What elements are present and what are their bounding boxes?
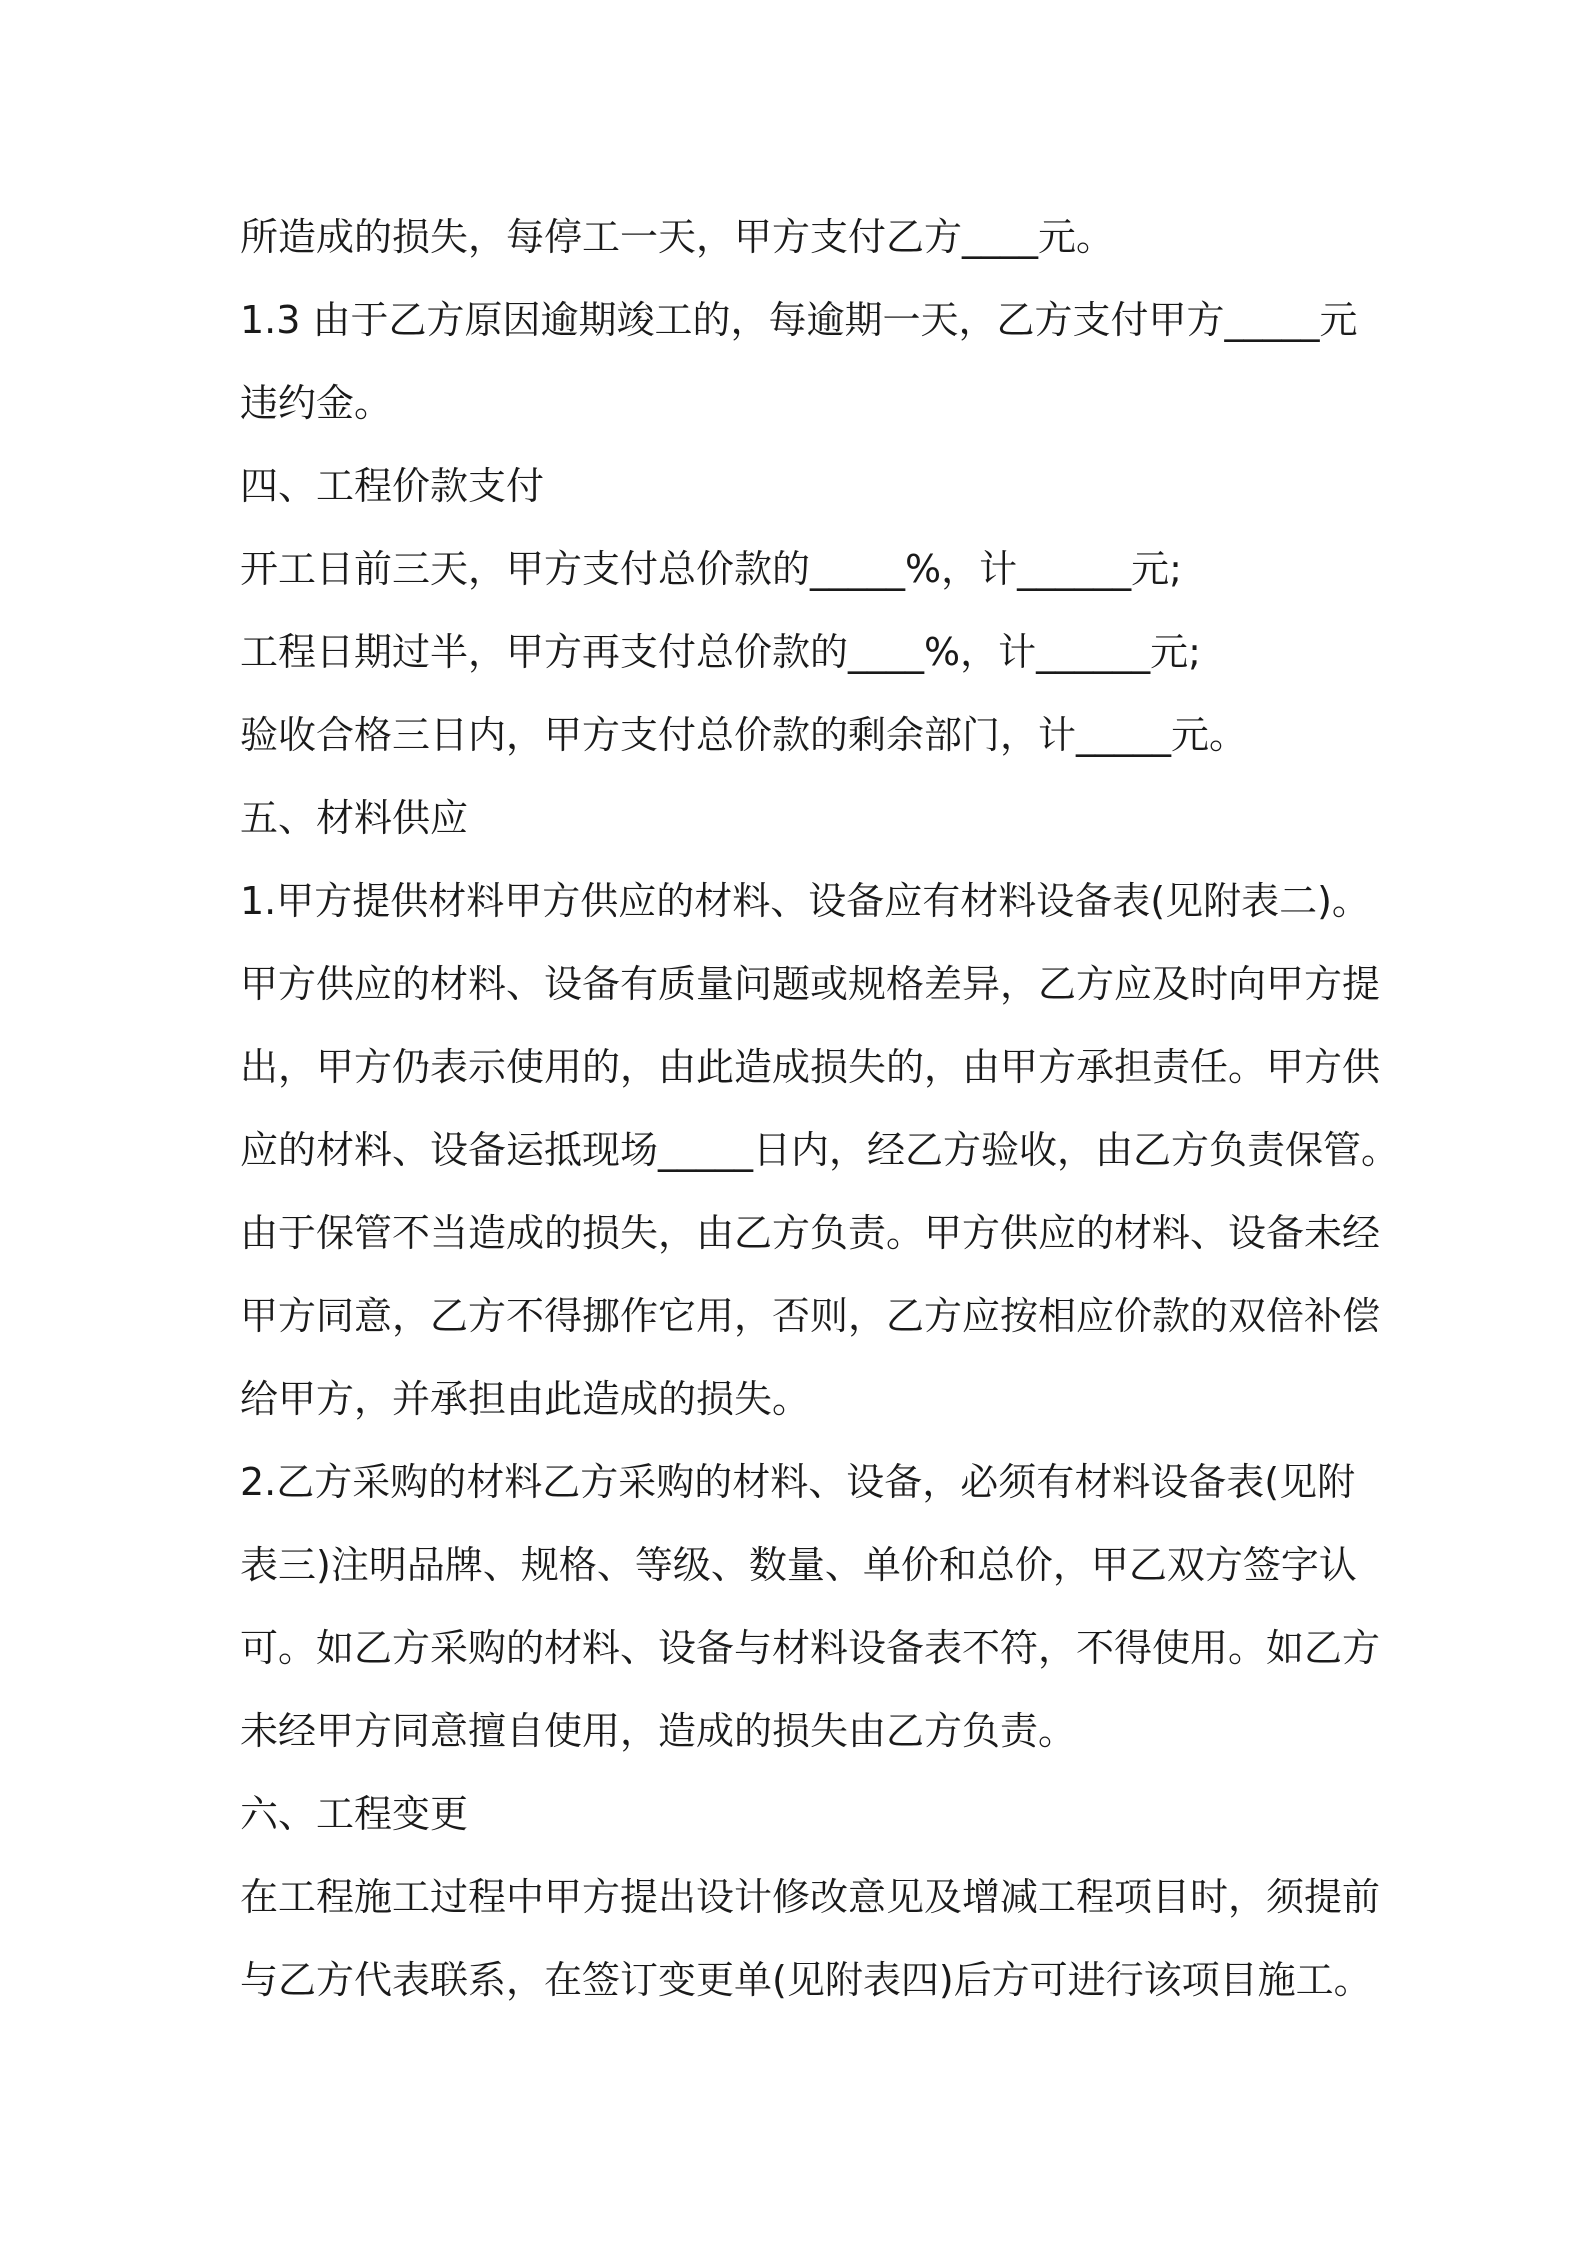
section-heading-materials: 五、材料供应 <box>240 796 469 840</box>
text-line: 甲方供应的材料、设备有质量问题或规格差异，乙方应及时向甲方提 <box>240 962 1381 1006</box>
text-line: 给甲方，并承担由此造成的损失。 <box>240 1377 811 1421</box>
text-line: 未经甲方同意擅自使用，造成的损失由乙方负责。 <box>240 1709 1077 1753</box>
text-line: 甲方同意，乙方不得挪作它用，否则，乙方应按相应价款的双倍补偿 <box>240 1294 1381 1338</box>
text-line: 与乙方代表联系，在签订变更单(见附表四)后方可进行该项目施工。 <box>240 1958 1372 2002</box>
text-line: 可。如乙方采购的材料、设备与材料设备表不符，不得使用。如乙方 <box>240 1626 1381 1670</box>
payment-term-start: 开工日前三天，甲方支付总价款的_____%，计______元; <box>240 547 1182 591</box>
clause-1-3: 1.3 由于乙方原因逾期竣工的，每逾期一天，乙方支付甲方_____元 <box>240 298 1358 342</box>
payment-term-midway: 工程日期过半，甲方再支付总价款的____%，计______元; <box>240 630 1201 674</box>
text-line: 由于保管不当造成的损失，由乙方负责。甲方供应的材料、设备未经 <box>240 1211 1381 1255</box>
section-heading-payment: 四、工程价款支付 <box>240 464 545 508</box>
payment-term-acceptance: 验收合格三日内，甲方支付总价款的剩余部门，计_____元。 <box>240 713 1248 757</box>
changes-clause: 在工程施工过程中甲方提出设计修改意见及增减工程项目时，须提前 <box>240 1875 1381 1919</box>
text-line: 出，甲方仍表示使用的，由此造成损失的，由甲方承担责任。甲方供 <box>240 1045 1381 1089</box>
section-heading-changes: 六、工程变更 <box>240 1792 469 1836</box>
materials-clause-1: 1.甲方提供材料甲方供应的材料、设备应有材料设备表(见附表二)。 <box>240 879 1370 923</box>
text-line: 应的材料、设备运抵现场_____日内，经乙方验收，由乙方负责保管。 <box>240 1128 1400 1172</box>
text-line-continuation: 所造成的损失，每停工一天，甲方支付乙方____元。 <box>240 215 1115 259</box>
text-line: 表三)注明品牌、规格、等级、数量、单价和总价，甲乙双方签字认 <box>240 1543 1357 1587</box>
document-body <box>240 196 1400 2022</box>
text-line-continuation: 违约金。 <box>240 381 393 425</box>
materials-clause-2: 2.乙方采购的材料乙方采购的材料、设备，必须有材料设备表(见附 <box>240 1460 1356 1504</box>
